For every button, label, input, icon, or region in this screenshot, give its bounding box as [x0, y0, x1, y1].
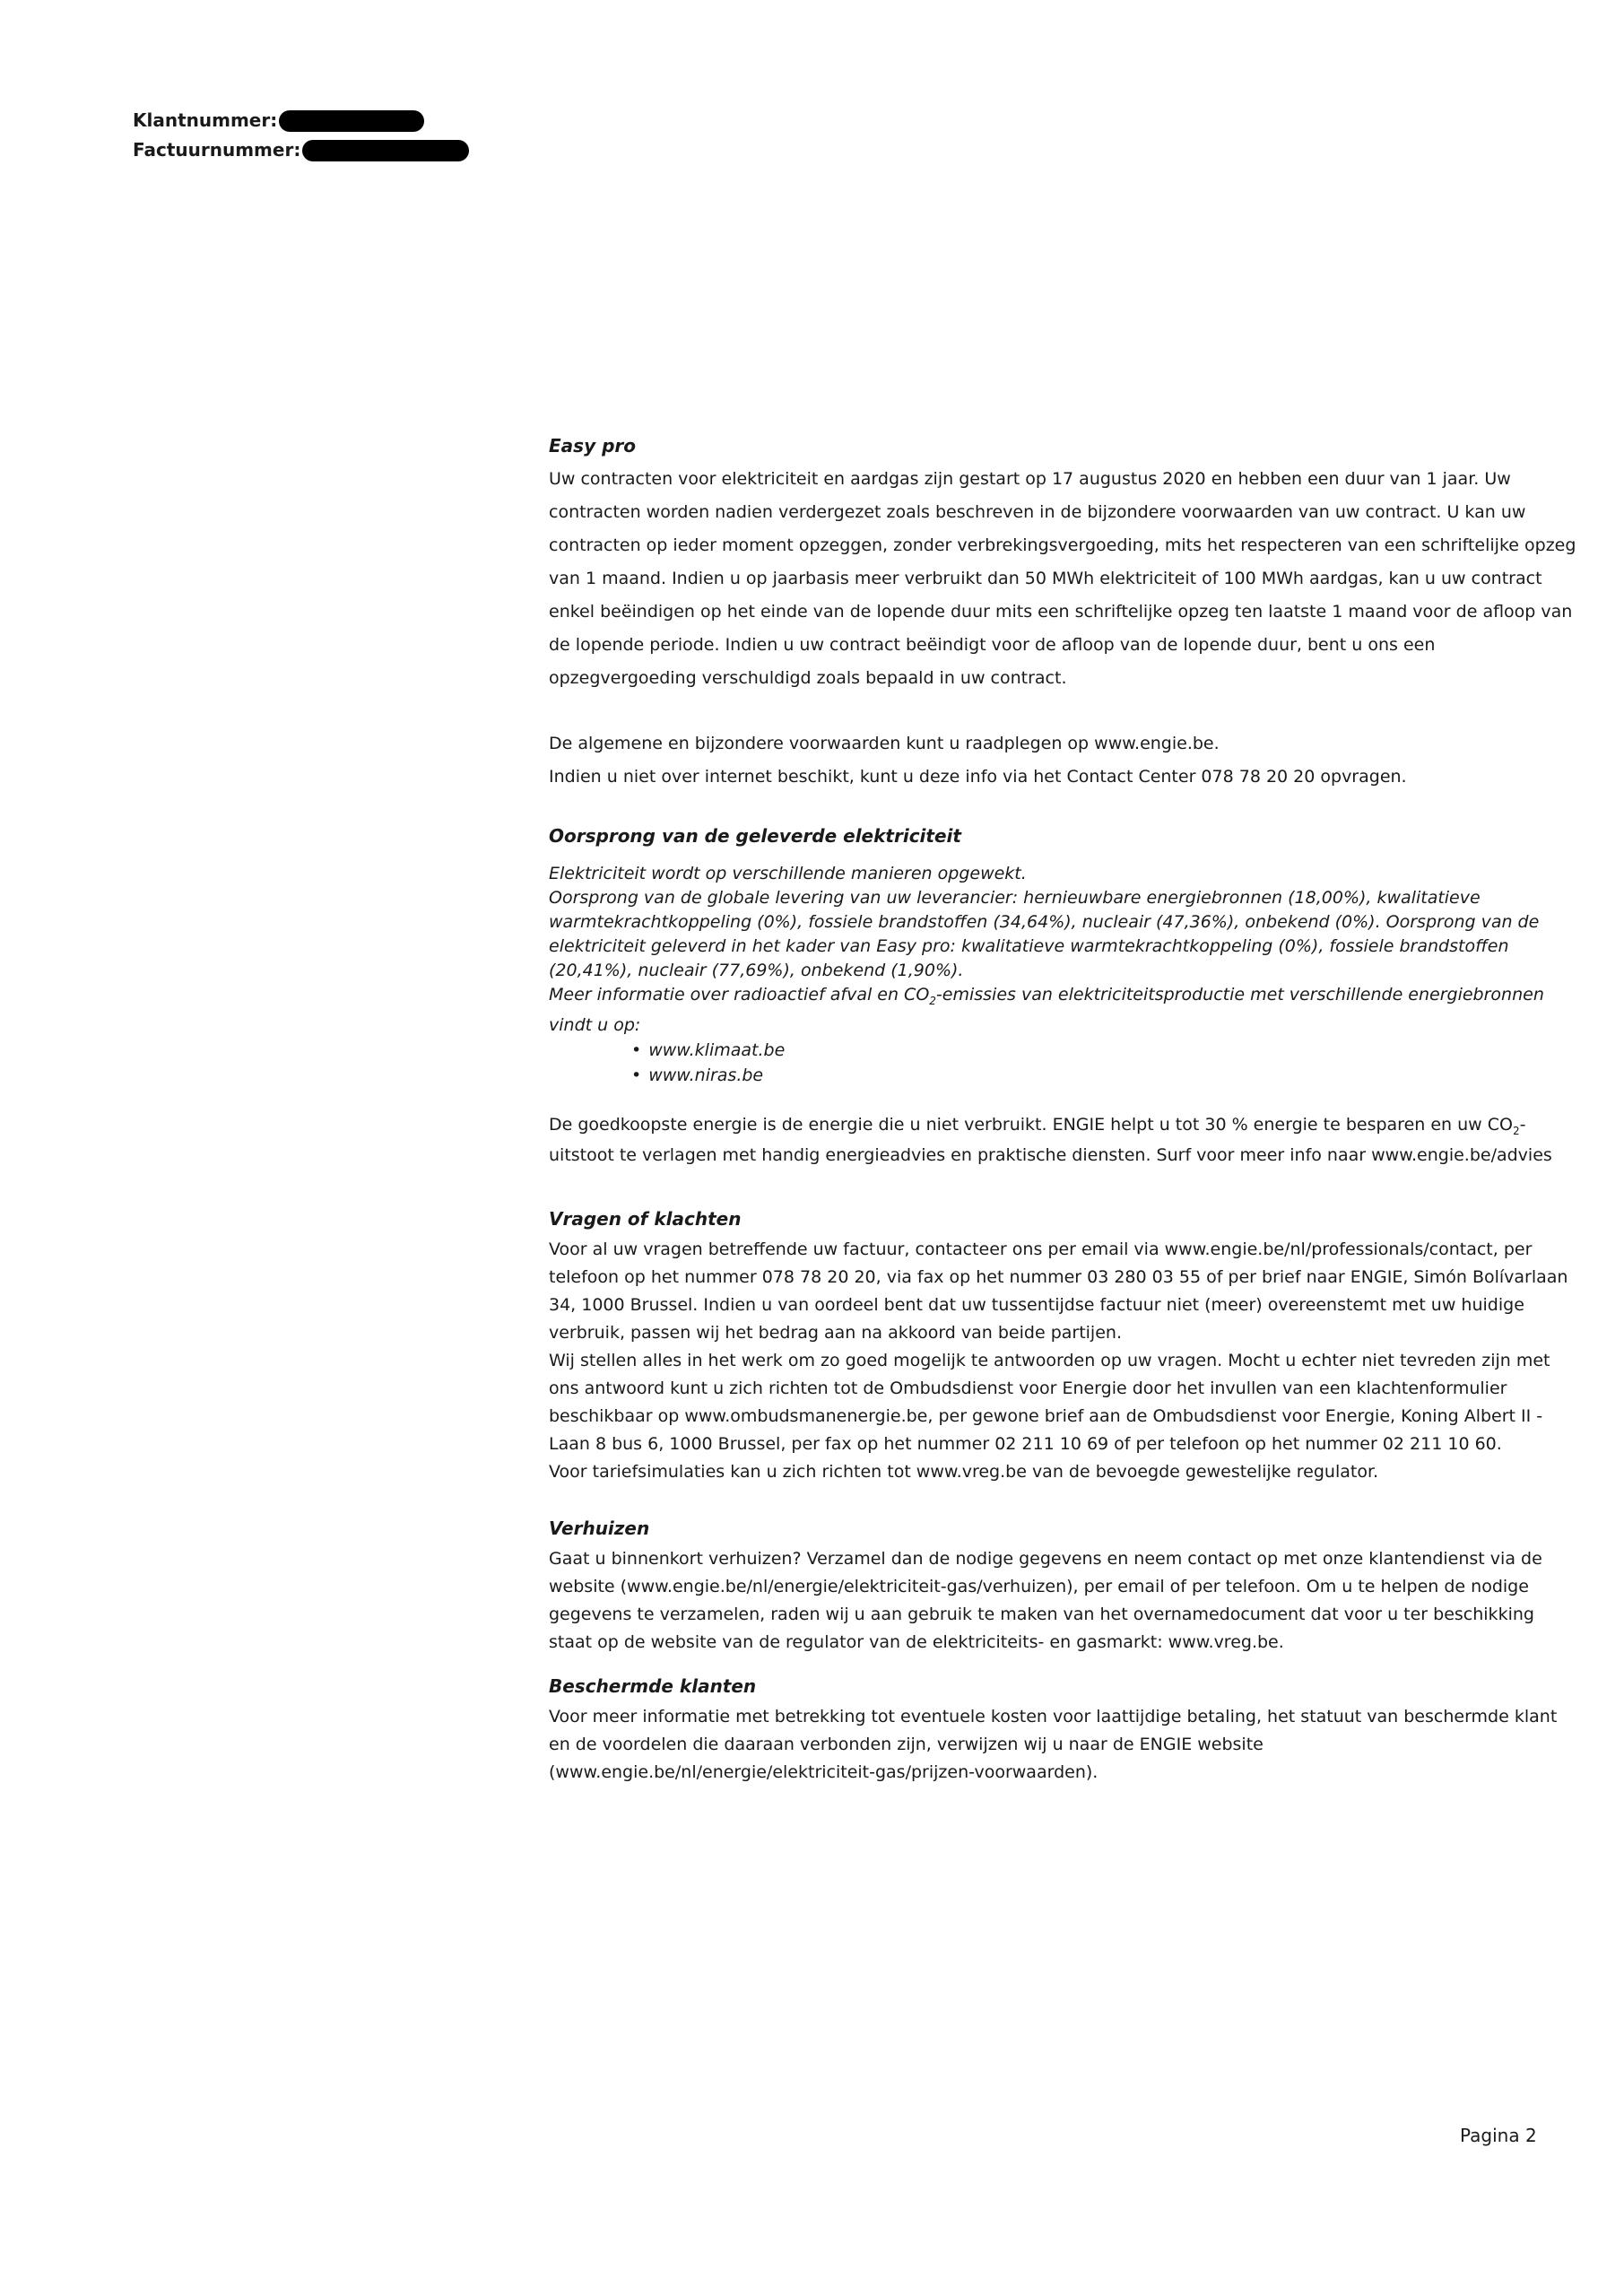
- verhuizen-title: Verhuizen: [549, 1517, 650, 1539]
- oorsprong-intro: Elektriciteit wordt op verschillende manieren opgewekt.: [549, 864, 1027, 883]
- section-verhuizen: [549, 1517, 1580, 1657]
- redacted-factuurnummer: [302, 140, 469, 161]
- klantnummer-label: Klantnummer:: [133, 109, 278, 131]
- redacted-klantnummer: [279, 110, 424, 132]
- oorsprong-title: Oorsprong van de geleverde elektriciteit: [549, 825, 961, 847]
- voorwaarden-line-1: De algemene en bijzondere voorwaarden kunt u raadplegen op www.engie.be.: [549, 734, 1220, 753]
- vragen-body-2: Wij stellen alles in het werk om zo goed mogelijk te antwoorden op uw vragen. Mocht u echter niet tevreden zijn met ons antwoord kunt u zich richten tot de Ombudsdienst voor Energie door het invullen van een klachtenformulier beschikbaar op www.ombudsmanenergie.be, per gewone brief aan de Ombudsdienst voor Energie, Koning Albert II -Laan 8 bus 6, 1000 Brussel, per fax op het nummer 02 211 10 69 of per telefoon op het nummer 02 211 10 60.: [549, 1350, 1550, 1454]
- oorsprong-links: [549, 1038, 1580, 1088]
- page-number: Pagina 2: [1460, 2125, 1537, 2146]
- verhuizen-body: Gaat u binnenkort verhuizen? Verzamel dan de nodige gegevens en neem contact op met onze klantendienst via de website (www.engie.be/nl/energie/elektriciteit-gas/verhuizen), per email of per telefoon. Om u te helpen de nodige gegevens te verzamelen, raden wij u aan gebruik te maken van het overnamedocument dat voor u ter beschikking staat op de website van de regulator van de elektriciteits- en gasmarkt: www.vreg.be.: [549, 1548, 1542, 1652]
- oorsprong-levering: Oorsprong van de globale levering van uw leverancier: hernieuwbare energiebronnen (18,00%), kwalitatieve warmtekrachtkoppeling (0%), fossiele brandstoffen (34,64%), nucleair (47,36%), onbekend (0%). Oorsprong van de elektriciteit geleverd in het kader van Easy pro: kwalitatieve warmtekrachtkoppeling (0%), fossiele brandstoffen (20,41%), nucleair (77,69%), onbekend (1,90%).: [549, 888, 1540, 980]
- voorwaarden-line-2: Indien u niet over internet beschikt, kunt u deze info via het Contact Center 078 78 20 20 opvragen.: [549, 767, 1407, 787]
- section-voorwaarden: [549, 727, 1580, 794]
- oorsprong-meer-info: Meer informatie over radioactief afval en $CO_2$-emissies van elektriciteitsproductie met verschillende energiebronnen vindt u op:: [549, 985, 1544, 1035]
- vragen-title: Vragen of klachten: [549, 1207, 742, 1230]
- beschermde-title: Beschermde klanten: [549, 1674, 757, 1697]
- vragen-body-3: Voor tariefsimulaties kan u zich richten tot www.vreg.be van de bevoegde gewestelijke regulator.: [549, 1461, 1379, 1482]
- section-oorsprong: [549, 824, 1580, 1168]
- vragen-body-1: Voor al uw vragen betreffende uw factuur, contacteer ons per email via www.engie.be/nl/professionals/contact, per telefoon op het nummer 078 78 20 20, via fax op het nummer 03 280 03 55 of per brief naar ENGIE, Simón Bolívarlaan 34, 1000 Brussel. Indien u van oordeel bent dat uw tussentijdse factuur niet (meer) overeenstemt met uw huidige verbruik, passen wij het bedrag aan na akkoord van beide partijen.: [549, 1239, 1568, 1343]
- factuurnummer-label: Factuurnummer:: [133, 139, 301, 161]
- klantnummer-row: [133, 106, 469, 135]
- customer-ids: [133, 106, 469, 165]
- section-easy-pro: [549, 434, 1580, 695]
- section-vragen: [549, 1207, 1580, 1486]
- section-beschermde: [549, 1674, 1580, 1787]
- energie-advies: De goedkoopste energie is de energie die u niet verbruikt. ENGIE helpt u tot 30 % energie te besparen en uw $CO_2$-uitstoot te verlagen met handig energieadvies en praktische diensten. Surf voor meer info naar www.engie.be/advies: [549, 1114, 1552, 1165]
- easy-pro-title: Easy pro: [549, 435, 636, 457]
- link-niras[interactable]: • www.niras.be: [631, 1063, 1580, 1088]
- factuurnummer-row: [133, 135, 469, 165]
- document-body: [549, 434, 1580, 1787]
- beschermde-body: Voor meer informatie met betrekking tot eventuele kosten voor laattijdige betaling, het statuut van beschermde klant en de voordelen die daaraan verbonden zijn, verwijzen wij u naar de ENGIE website (www.engie.be/nl/energie/elektriciteit-gas/prijzen-voorwaarden).: [549, 1706, 1558, 1782]
- link-klimaat[interactable]: • www.klimaat.be: [631, 1038, 1580, 1063]
- easy-pro-body: Uw contracten voor elektriciteit en aardgas zijn gestart op 17 augustus 2020 en hebben een duur van 1 jaar. Uw contracten worden nadien verdergezet zoals beschreven in de bijzondere voorwaarden van uw contract. U kan uw contracten op ieder moment opzeggen, zonder verbrekingsvergoeding, mits het respecteren van een schriftelijke opzeg van 1 maand. Indien u op jaarbasis meer verbruikt dan 50 MWh elektriciteit of 100 MWh aardgas, kan u uw contract enkel beëindigen op het einde van de lopende duur mits een schriftelijke opzeg ten laatste 1 maand voor de afloop van de lopende periode. Indien u uw contract beëindigt voor de afloop van de lopende duur, bent u ons een opzegvergoeding verschuldigd zoals bepaald in uw contract.: [549, 469, 1576, 688]
